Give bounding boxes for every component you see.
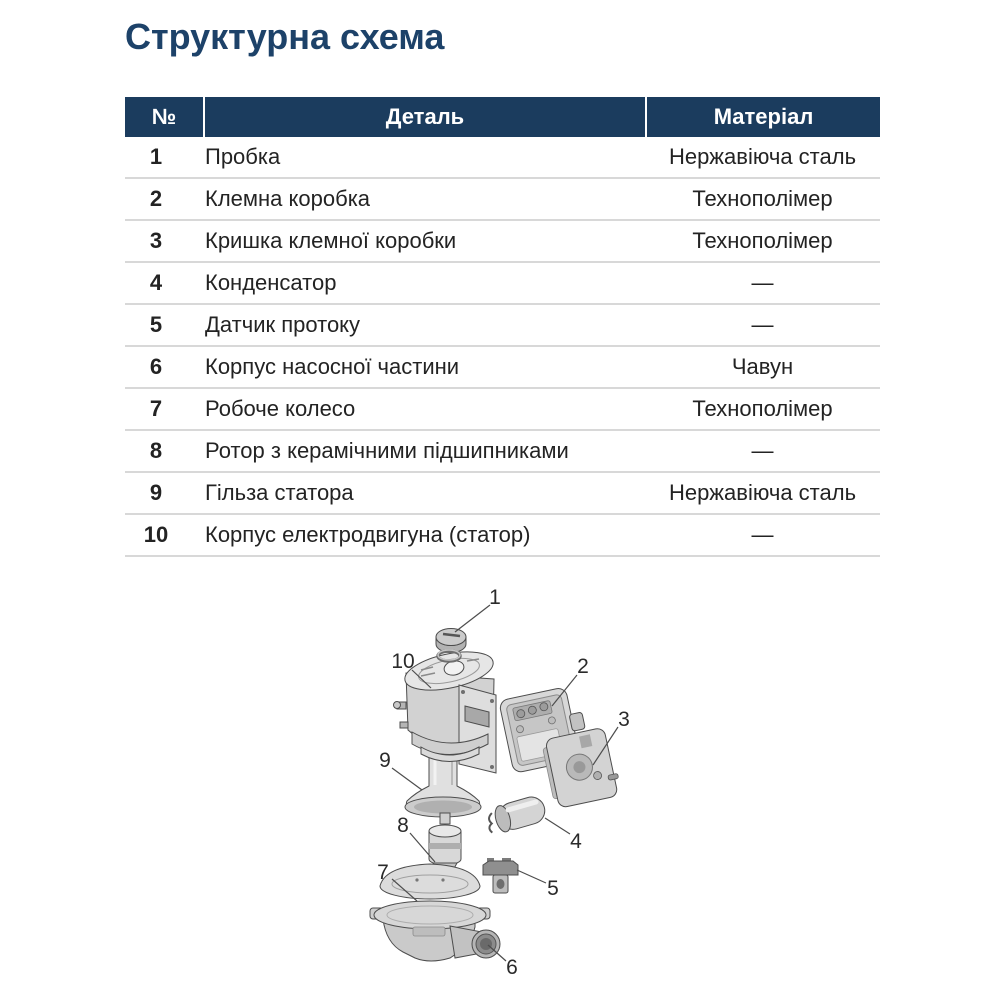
table-row <box>125 179 880 221</box>
table-row <box>125 263 880 305</box>
material-name: Нержавіюча сталь <box>668 480 857 505</box>
part-name: Клемна коробка <box>205 186 371 211</box>
part-name: Датчик протоку <box>205 312 361 337</box>
material-name: — <box>751 270 774 295</box>
row-number: 7 <box>149 396 163 421</box>
part-name: Пробка <box>205 144 281 169</box>
callout-7-label: 7 <box>377 861 389 884</box>
row-number: 10 <box>143 522 169 547</box>
row-number: 4 <box>149 270 163 295</box>
pump-housing-part <box>370 901 500 961</box>
callout-9-label: 9 <box>379 749 391 772</box>
table-header-row <box>125 97 880 137</box>
row-number: 3 <box>149 228 163 253</box>
callout-1-label: 1 <box>489 586 501 609</box>
capacitor-part <box>484 794 548 836</box>
row-number: 5 <box>149 312 163 337</box>
callout-5-label: 5 <box>547 877 559 900</box>
page-title: Структурна схема <box>125 16 445 57</box>
callout-6-label: 6 <box>506 956 518 979</box>
part-name: Конденсатор <box>205 270 337 295</box>
row-number: 6 <box>149 354 163 379</box>
part-name: Корпус електродвигуна (статор) <box>205 522 531 547</box>
exploded-pump-diagram <box>355 575 665 1000</box>
table-row <box>125 305 880 347</box>
part-name: Робоче колесо <box>205 396 356 421</box>
material-name: Нержавіюча сталь <box>668 144 857 169</box>
parts-table <box>125 97 880 557</box>
material-name: Технополімер <box>692 396 833 421</box>
table-row <box>125 137 880 179</box>
material-name: Технополімер <box>692 228 833 253</box>
material-name: Чавун <box>731 354 794 379</box>
part-name: Гільза статора <box>205 480 354 505</box>
table-row <box>125 473 880 515</box>
part-name: Кришка клемної коробки <box>205 228 457 253</box>
callout-4-line <box>545 818 570 834</box>
col-header-material: Матеріал <box>713 104 814 129</box>
row-number: 8 <box>149 438 163 463</box>
material-name: — <box>751 312 774 337</box>
flow-sensor-part <box>483 858 518 893</box>
table-row <box>125 389 880 431</box>
callout-10-label: 10 <box>391 650 415 673</box>
part-name: Ротор з керамічними підшипниками <box>205 438 569 463</box>
table-body <box>125 137 880 557</box>
table-row <box>125 221 880 263</box>
callout-4-label: 4 <box>570 830 582 853</box>
material-name: — <box>751 522 774 547</box>
row-number: 1 <box>149 144 163 169</box>
callout-3-label: 3 <box>618 708 630 731</box>
callout-9-line <box>392 768 422 790</box>
callout-5-line <box>517 870 546 883</box>
table-row <box>125 515 880 557</box>
col-header-num: № <box>151 104 177 129</box>
row-number: 2 <box>149 186 163 211</box>
material-name: Технополімер <box>692 186 833 211</box>
col-header-part: Деталь <box>203 97 647 137</box>
callout-1-line <box>455 605 490 632</box>
material-name: — <box>751 438 774 463</box>
callout-8-label: 8 <box>397 814 409 837</box>
table-row <box>125 431 880 473</box>
table-row <box>125 347 880 389</box>
row-number: 9 <box>149 480 163 505</box>
part-name: Корпус насосної частини <box>205 354 460 379</box>
callout-2-label: 2 <box>577 655 589 678</box>
